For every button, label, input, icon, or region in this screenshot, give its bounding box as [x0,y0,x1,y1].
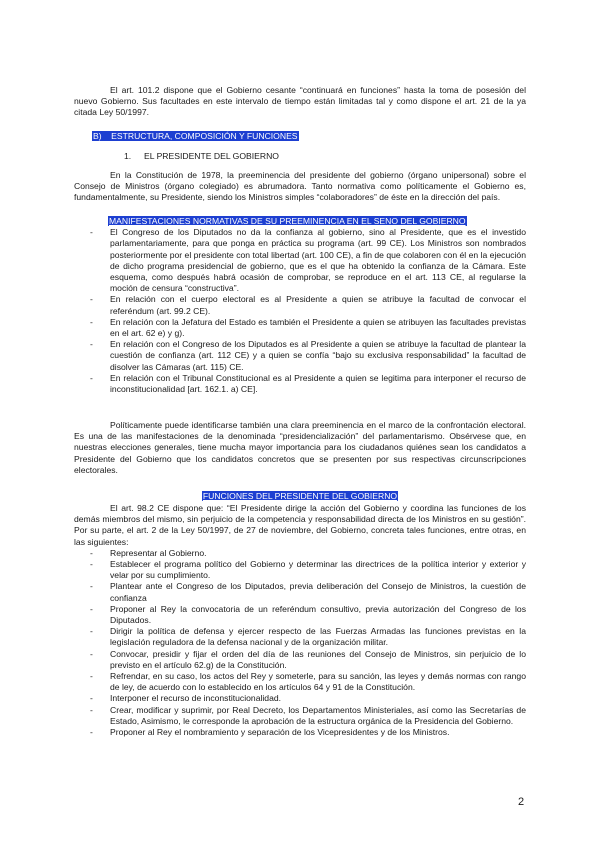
list-item [74,317,526,339]
constitucion-paragraph-block [74,170,526,204]
list-item [74,559,526,581]
list-item [74,339,526,373]
bullet-dash: - [90,727,93,738]
bullet-dash: - [90,547,93,558]
list-item [74,604,526,626]
bullet-dash: - [90,316,93,327]
bullet-dash: - [90,671,93,682]
list-item-text: En relación con el Congreso de los Diputados es al Presidente a quien se atribuye la facultad de plantear la cuestión de confianza (art. 112 CE) y a quien se confía “bajo su exclusiva responsabilidad” la facultad de disolver las Cámaras (art. 115) CE. [110,339,526,372]
manifestaciones-section [74,216,526,395]
list-item-text: El Congreso de los Diputados no da la confianza al gobierno, sino al Presidente, que es el investido parlamentariamente, para que ponga en práctica su programa (art. 99 CE). Los Ministros son nombrados posteriormente por el presidente con total libertad (art. 100 CE), a fin de que colaboren con él en la ejecución de dicho programa presidencial de gobierno, que es el que ha obtenido la confianza de la Cámara. Este esquema, como después habrá ocasión de comprobar, se reproduce en el art. 113 CE, al regularse la moción de censura “constructiva”. [110,227,526,294]
list-item-text: Establecer el programa político del Gobierno y determinar las directrices de la política interior y exterior y velar por su cumplimiento. [110,559,526,581]
subsection-1-title: EL PRESIDENTE DEL GOBIERNO [144,151,279,161]
bullet-dash: - [90,693,93,704]
list-item [74,548,526,559]
section-b-letter: B) [93,131,102,141]
subsection-1-number: 1. [124,151,132,161]
manifestaciones-list [74,227,526,395]
list-item [74,227,526,294]
bullet-dash: - [90,581,93,592]
list-item-text: Representar al Gobierno. [110,547,207,558]
list-item-text: Crear, modificar y suprimir, por Real Decreto, los Departamentos Ministeriales, así como las Secretarías de Estado, Asimismo, le corresponde la aprobación de la estructura orgánica de la Presidencia del Gobierno. [110,704,526,726]
intro-paragraph-block [74,85,526,119]
funciones-section [74,503,526,738]
list-item-text: En relación con el cuerpo electoral es al Presidente a quien se atribuye la facultad de convocar el referéndum (art. 99.2 CE). [110,294,526,316]
list-item-text: Convocar, presidir y fijar el orden del día de las reuniones del Consejo de Ministros, sin perjuicio de lo previsto en el artículo 62.g) de la Constitución. [110,648,526,670]
list-item [74,705,526,727]
funciones-heading: FUNCIONES DEL PRESIDENTE DEL GOBIERNO [202,491,398,501]
list-item [74,727,526,738]
list-item-text: Dirigir la política de defensa y ejercer respecto de las Fuerzas Armadas las funciones previstas en la legislación reguladora de la defensa nacional y de la organización militar. [110,626,526,648]
bullet-dash: - [90,603,93,614]
section-b-title: ESTRUCTURA, COMPOSICIÓN Y FUNCIONES [111,131,298,141]
section-b-highlight [92,131,299,141]
list-item [74,671,526,693]
manifestaciones-heading-row [74,216,526,227]
page-number: 2 [518,796,525,808]
list-item-text: Proponer al Rey el nombramiento y separación de los Vicepresidentes y de los Ministros. [110,727,450,738]
funciones-list [74,548,526,738]
list-item-text: Interponer el recurso de inconstitucionalidad. [110,693,282,704]
bullet-dash: - [90,339,93,350]
subsection-1-heading [124,151,279,162]
list-item-text: En relación con la Jefatura del Estado es también el Presidente a quien se atribuyen las facultades previstas en el art. 62 e) y g). [110,316,526,339]
intro-paragraph: El art. 101.2 dispone que el Gobierno cesante “continuará en funciones” hasta la toma de posesión del nuevo Gobierno. Sus facultades en este intervalo de tiempo están limitadas tal y como dispone el art. 21 de la ya citada Ley 50/1997. [74,85,526,118]
list-item [74,373,526,395]
list-item [74,581,526,603]
bullet-dash: - [90,648,93,659]
bullet-dash: - [90,559,93,570]
section-b-heading [92,131,299,142]
list-item [74,294,526,316]
list-item [74,649,526,671]
bullet-dash: - [90,704,93,715]
bullet-dash: - [90,227,93,238]
list-item [74,693,526,704]
bullet-dash: - [90,372,93,383]
bullet-dash: - [90,294,93,305]
manifestaciones-heading: MANIFESTACIONES NORMATIVAS DE SU PREEMINENCIA EN EL SENO DEL GOBIERNO [109,216,466,226]
politicamente-paragraph: Políticamente puede identificarse también una clara preeminencia en el marco de la confrontación electoral. Es una de las manifestaciones de la denominada “presidencialización” del parlamentarismo. Obsérvese que, en nuestras elecciones generales, tiene mucha mayor importancia para los ciudadanos quiénes sean los candidatos a Presidente del Gobierno que los candidatos concretos que se presenten por sus respectivas circunscripciones electorales. [74,420,526,475]
funciones-heading-row [74,491,526,502]
list-item-text: Refrendar, en su caso, los actos del Rey y someterle, para su sanción, las leyes y demás normas con rango de ley, de acuerdo con lo establecido en los artículos 64 y 91 de la Constitución. [110,671,526,693]
constitucion-paragraph: En la Constitución de 1978, la preeminencia del presidente del gobierno (órgano unipersonal) sobre el Consejo de Ministros (órgano colegiado) es abrumadora. Tanto normativa como políticamente el Gobierno es, fundamentalmente, su Presidente, siendo los Ministros simples “colaboradores” de éste en la dirección del país. [74,170,526,203]
list-item-text: Plantear ante el Congreso de los Diputados, previa deliberación del Consejo de Ministros, la cuestión de confianza [110,581,526,603]
funciones-intro: El art. 98.2 CE dispone que: “El Presidente dirige la acción del Gobierno y coordina las funciones de los demás miembros del mismo, sin perjuicio de la competencia y responsabilidad directa de los Ministros en su gestión”. Por su parte, el art. 2 de la Ley 50/1997, de 27 de noviembre, del Gobierno, concreta tales funciones, entre otras, en las siguientes: [74,503,526,547]
list-item-text: Proponer al Rey la convocatoria de un referéndum consultivo, previa autorización del Congreso de los Diputados. [110,603,526,626]
politicamente-paragraph-block [74,420,526,476]
list-item [74,626,526,648]
bullet-dash: - [90,626,93,637]
list-item-text: En relación con el Tribunal Constitucional es al Presidente a quien se legitima para interponer el recurso de inconstitucionalidad [art. 162.1. a) CE]. [110,372,526,395]
